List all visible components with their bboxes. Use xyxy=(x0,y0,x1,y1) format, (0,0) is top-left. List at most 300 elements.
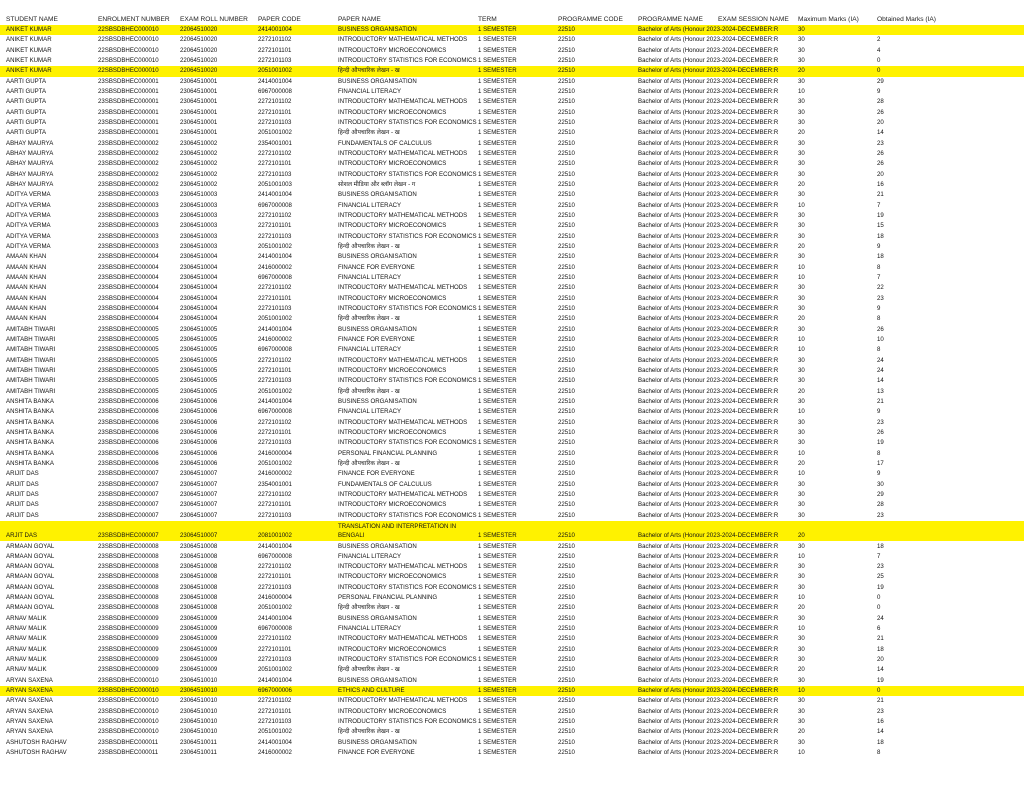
enrolment-number-cell[interactable]: 22SBSDBHEC000010 xyxy=(98,46,159,54)
obtained-marks-cell[interactable]: 25 xyxy=(877,573,884,581)
paper-name-cell[interactable]: BUSINESS ORGANISATION xyxy=(338,26,417,33)
obtained-marks-cell[interactable]: 0 xyxy=(877,56,881,64)
paper-name-cell[interactable]: FUNDAMENTALS OF CALCULUS xyxy=(338,480,432,488)
exam-roll-number-cell[interactable]: 22064510020 xyxy=(180,36,218,44)
paper-name-cell[interactable]: हिन्दी औपचारिक लेखन - ख xyxy=(338,728,400,736)
student-name-cell[interactable]: AMITABH TIWARI xyxy=(6,377,56,385)
paper-name-cell[interactable]: FINANCIAL LITERACY xyxy=(338,552,402,560)
enrolment-number-cell[interactable]: 23SBSDBHEC000009 xyxy=(98,625,159,633)
student-name-cell[interactable]: AARTI GUPTA xyxy=(6,108,47,116)
programme-name-cell[interactable]: Bachelor of Arts (Honour 2023-2024-DECEMBER:R xyxy=(638,490,779,498)
obtained-marks-cell[interactable]: 8 xyxy=(877,749,881,757)
enrolment-number-cell[interactable]: 23SBSDBHEC000007 xyxy=(98,470,159,478)
table-row[interactable] xyxy=(0,66,1024,76)
programme-code-cell[interactable]: 22510 xyxy=(558,718,575,726)
paper-name-cell[interactable]: INTRODUCTORY MICROECONOMICS xyxy=(338,366,447,374)
paper-code-cell[interactable]: 2272101103 xyxy=(258,377,292,385)
programme-code-cell[interactable]: 22510 xyxy=(558,377,575,385)
maximum-marks-cell[interactable]: 30 xyxy=(798,418,805,426)
maximum-marks-cell[interactable]: 20 xyxy=(798,666,805,674)
enrolment-number-cell[interactable]: 23SBSDBHEC000001 xyxy=(98,129,159,137)
exam-roll-number-cell[interactable]: 23064510005 xyxy=(180,356,218,364)
paper-name-cell[interactable]: FINANCIAL LITERACY xyxy=(338,273,402,281)
programme-code-cell[interactable]: 22510 xyxy=(558,160,575,168)
term-cell[interactable]: 1 SEMESTER xyxy=(478,635,517,643)
programme-name-cell[interactable]: Bachelor of Arts (Honour 2023-2024-DECEMBER:R xyxy=(638,77,779,85)
term-cell[interactable]: 1 SEMESTER xyxy=(478,87,517,95)
term-cell[interactable]: 1 SEMESTER xyxy=(478,428,517,436)
table-row[interactable] xyxy=(0,572,1024,582)
obtained-marks-cell[interactable]: 8 xyxy=(877,449,881,457)
obtained-marks-cell[interactable]: 8 xyxy=(877,263,881,271)
exam-roll-number-cell[interactable]: 23064510008 xyxy=(180,583,218,591)
paper-code-cell[interactable]: 2272101101 xyxy=(258,645,292,653)
header-exam-roll-number[interactable]: EXAM ROLL NUMBER xyxy=(180,16,248,23)
enrolment-number-cell[interactable]: 23SBSDBHEC000002 xyxy=(98,149,159,157)
obtained-marks-cell[interactable]: 9 xyxy=(877,304,881,312)
term-cell[interactable]: 1 SEMESTER xyxy=(478,67,517,75)
paper-code-cell[interactable]: 2272101103 xyxy=(258,439,292,447)
term-cell[interactable]: 1 SEMESTER xyxy=(478,232,517,240)
paper-name-cell[interactable]: INTRODUCTORY MATHEMATICAL METHODS xyxy=(338,563,468,571)
programme-name-cell[interactable]: Bachelor of Arts (Honour 2023-2024-DECEMBER:R xyxy=(638,191,779,199)
enrolment-number-cell[interactable]: 23SBSDBHEC000003 xyxy=(98,232,159,240)
header-paper-code[interactable]: PAPER CODE xyxy=(258,16,301,23)
programme-name-cell[interactable]: Bachelor of Arts (Honour 2023-2024-DECEMBER:R xyxy=(638,139,779,147)
student-name-cell[interactable]: ADITYA VERMA xyxy=(6,242,51,250)
programme-name-cell[interactable]: Bachelor of Arts (Honour 2023-2024-DECEMBER:R xyxy=(638,418,779,426)
paper-name-cell[interactable]: INTRODUCTORY STATISTICS FOR ECONOMICS xyxy=(338,583,477,591)
table-row[interactable] xyxy=(0,480,1024,490)
exam-roll-number-cell[interactable]: 23064510005 xyxy=(180,377,218,385)
paper-name-cell[interactable]: INTRODUCTORY STATISTICS FOR ECONOMICS xyxy=(338,511,477,519)
term-cell[interactable]: 1 SEMESTER xyxy=(478,439,517,447)
programme-code-cell[interactable]: 22510 xyxy=(558,356,575,364)
paper-code-cell[interactable]: 2416000004 xyxy=(258,594,292,602)
student-name-cell[interactable]: ARJIT DAS xyxy=(6,532,38,540)
programme-code-cell[interactable]: 22510 xyxy=(558,656,575,664)
obtained-marks-cell[interactable]: 26 xyxy=(877,108,884,116)
paper-code-cell[interactable]: 2272101101 xyxy=(258,222,292,230)
enrolment-number-cell[interactable]: 23SBSDBHEC000002 xyxy=(98,170,159,178)
paper-code-cell[interactable]: 2272101102 xyxy=(258,36,292,44)
paper-name-cell[interactable]: हिन्दी औपचारिक लेखन - ख xyxy=(338,387,400,395)
enrolment-number-cell[interactable]: 23SBSDBHEC000005 xyxy=(98,325,159,333)
programme-code-cell[interactable]: 22510 xyxy=(558,418,575,426)
header-paper-name[interactable]: PAPER NAME xyxy=(338,16,381,23)
exam-roll-number-cell[interactable]: 23064510007 xyxy=(180,501,218,509)
paper-name-cell[interactable]: INTRODUCTORY MICROECONOMICS xyxy=(338,222,447,230)
paper-name-cell[interactable]: TRANSLATION AND INTERPRETATION IN BENGALI xyxy=(338,522,457,540)
programme-code-cell[interactable]: 22510 xyxy=(558,77,575,85)
student-name-cell[interactable]: AMAAN KHAN xyxy=(6,273,47,281)
paper-name-cell[interactable]: INTRODUCTORY MICROECONOMICS xyxy=(338,294,447,302)
table-row[interactable] xyxy=(0,696,1024,706)
paper-code-cell[interactable]: 2272101103 xyxy=(258,511,292,519)
student-name-cell[interactable]: ANIKET KUMAR xyxy=(6,56,52,64)
paper-name-cell[interactable]: INTRODUCTORY STATISTICS FOR ECONOMICS xyxy=(338,118,477,126)
exam-roll-number-cell[interactable]: 23064510004 xyxy=(180,253,218,261)
table-row[interactable] xyxy=(0,118,1024,128)
enrolment-number-cell[interactable]: 23SBSDBHEC000005 xyxy=(98,377,159,385)
maximum-marks-cell[interactable]: 10 xyxy=(798,449,805,457)
obtained-marks-cell[interactable]: 0 xyxy=(877,67,881,75)
programme-name-cell[interactable]: Bachelor of Arts (Honour 2023-2024-DECEMBER:R xyxy=(638,222,779,230)
programme-code-cell[interactable]: 22510 xyxy=(558,749,575,757)
exam-roll-number-cell[interactable]: 22064510020 xyxy=(180,67,218,75)
programme-name-cell[interactable]: Bachelor of Arts (Honour 2023-2024-DECEMBER:R xyxy=(638,470,779,478)
maximum-marks-cell[interactable]: 30 xyxy=(798,676,805,684)
programme-name-cell[interactable]: Bachelor of Arts (Honour 2023-2024-DECEMBER:R xyxy=(638,149,779,157)
maximum-marks-cell[interactable]: 30 xyxy=(798,707,805,715)
programme-code-cell[interactable]: 22510 xyxy=(558,67,575,75)
programme-name-cell[interactable]: Bachelor of Arts (Honour 2023-2024-DECEMBER:R xyxy=(638,552,779,560)
table-row[interactable] xyxy=(0,221,1024,231)
obtained-marks-cell[interactable]: 14 xyxy=(877,666,884,674)
programme-code-cell[interactable]: 22510 xyxy=(558,625,575,633)
programme-name-cell[interactable]: Bachelor of Arts (Honour 2023-2024-DECEMBER:R xyxy=(638,294,779,302)
enrolment-number-cell[interactable]: 23SBSDBHEC000004 xyxy=(98,284,159,292)
header-maximum-marks[interactable]: Maximum Marks (IA) xyxy=(798,16,859,23)
paper-name-cell[interactable]: INTRODUCTORY STATISTICS FOR ECONOMICS xyxy=(338,439,477,447)
obtained-marks-cell[interactable]: 4 xyxy=(877,46,881,54)
maximum-marks-cell[interactable]: 30 xyxy=(798,377,805,385)
term-cell[interactable]: 1 SEMESTER xyxy=(478,501,517,509)
table-row[interactable] xyxy=(0,263,1024,273)
paper-code-cell[interactable]: 2414001004 xyxy=(258,26,292,33)
table-row[interactable] xyxy=(0,645,1024,655)
obtained-marks-cell[interactable]: 19 xyxy=(877,676,884,684)
paper-code-cell[interactable]: 2272101103 xyxy=(258,656,292,664)
exam-roll-number-cell[interactable]: 23064510005 xyxy=(180,335,218,343)
exam-roll-number-cell[interactable]: 23064510004 xyxy=(180,273,218,281)
programme-code-cell[interactable]: 22510 xyxy=(558,490,575,498)
table-row[interactable] xyxy=(0,325,1024,335)
programme-code-cell[interactable]: 22510 xyxy=(558,346,575,354)
programme-name-cell[interactable]: Bachelor of Arts (Honour 2023-2024-DECEMBER:R xyxy=(638,563,779,571)
term-cell[interactable]: 1 SEMESTER xyxy=(478,56,517,64)
table-row[interactable] xyxy=(0,180,1024,190)
paper-code-cell[interactable]: 2051001002 xyxy=(258,315,292,323)
table-row[interactable] xyxy=(0,366,1024,376)
programme-name-cell[interactable]: Bachelor of Arts (Honour 2023-2024-DECEMBER:R xyxy=(638,129,779,137)
obtained-marks-cell[interactable]: 9 xyxy=(877,87,881,95)
obtained-marks-cell[interactable]: 21 xyxy=(877,191,884,199)
paper-code-cell[interactable]: 2414001004 xyxy=(258,397,292,405)
enrolment-number-cell[interactable]: 23SBSDBHEC000007 xyxy=(98,480,159,488)
programme-name-cell[interactable]: Bachelor of Arts (Honour 2023-2024-DECEMBER:R xyxy=(638,459,779,467)
programme-name-cell[interactable]: Bachelor of Arts (Honour 2023-2024-DECEMBER:R xyxy=(638,36,779,44)
paper-name-cell[interactable]: हिन्दी औपचारिक लेखन - ख xyxy=(338,315,400,323)
paper-name-cell[interactable]: BUSINESS ORGANISATION xyxy=(338,542,417,550)
paper-name-cell[interactable]: BUSINESS ORGANISATION xyxy=(338,738,417,746)
table-row[interactable] xyxy=(0,252,1024,262)
enrolment-number-cell[interactable]: 23SBSDBHEC000006 xyxy=(98,418,159,426)
maximum-marks-cell[interactable]: 10 xyxy=(798,346,805,354)
paper-name-cell[interactable]: हिन्दी औपचारिक लेखन - ख xyxy=(338,129,400,137)
programme-name-cell[interactable]: Bachelor of Arts (Honour 2023-2024-DECEMBER:R xyxy=(638,87,779,95)
paper-code-cell[interactable]: 2051001002 xyxy=(258,604,292,612)
enrolment-number-cell[interactable]: 23SBSDBHEC000007 xyxy=(98,511,159,519)
paper-code-cell[interactable]: 2272101101 xyxy=(258,46,292,54)
programme-name-cell[interactable]: Bachelor of Arts (Honour 2023-2024-DECEMBER:R xyxy=(638,56,779,64)
exam-roll-number-cell[interactable]: 22064510020 xyxy=(180,46,218,54)
table-row[interactable] xyxy=(0,356,1024,366)
paper-code-cell[interactable]: 2272101101 xyxy=(258,108,292,116)
paper-code-cell[interactable]: 2416000002 xyxy=(258,263,292,271)
obtained-marks-cell[interactable]: 17 xyxy=(877,459,884,467)
obtained-marks-cell[interactable]: 18 xyxy=(877,232,884,240)
enrolment-number-cell[interactable]: 23SBSDBHEC000008 xyxy=(98,563,159,571)
exam-roll-number-cell[interactable]: 23064510001 xyxy=(180,87,218,95)
paper-name-cell[interactable]: BUSINESS ORGANISATION xyxy=(338,397,417,405)
term-cell[interactable]: 1 SEMESTER xyxy=(478,408,517,416)
maximum-marks-cell[interactable]: 30 xyxy=(798,583,805,591)
programme-code-cell[interactable]: 22510 xyxy=(558,511,575,519)
obtained-marks-cell[interactable] xyxy=(877,25,917,35)
header-student-name[interactable]: STUDENT NAME xyxy=(6,16,58,23)
student-name-cell[interactable]: ANIKET KUMAR xyxy=(6,26,52,33)
maximum-marks-cell[interactable]: 10 xyxy=(798,552,805,560)
table-row[interactable] xyxy=(0,583,1024,593)
obtained-marks-cell[interactable]: 9 xyxy=(877,408,881,416)
paper-code-cell[interactable]: 2272101103 xyxy=(258,232,292,240)
student-name-cell[interactable]: ARIJIT DAS xyxy=(6,511,39,519)
programme-name-cell[interactable]: Bachelor of Arts (Honour 2023-2024-DECEMBER:R xyxy=(638,170,779,178)
programme-name-cell[interactable]: Bachelor of Arts (Honour 2023-2024-DECEMBER:R xyxy=(638,160,779,168)
paper-name-cell[interactable]: FINANCIAL LITERACY xyxy=(338,408,402,416)
enrolment-number-cell[interactable]: 23SBSDBHEC000005 xyxy=(98,356,159,364)
paper-name-cell[interactable]: INTRODUCTORY STATISTICS FOR ECONOMICS xyxy=(338,232,477,240)
maximum-marks-cell[interactable]: 30 xyxy=(798,366,805,374)
programme-code-cell[interactable]: 22510 xyxy=(558,294,575,302)
maximum-marks-cell[interactable]: 20 xyxy=(798,387,805,395)
paper-code-cell[interactable]: 6967000008 xyxy=(258,408,292,416)
paper-name-cell[interactable]: INTRODUCTORY MICROECONOMICS xyxy=(338,501,447,509)
obtained-marks-cell[interactable]: 21 xyxy=(877,635,884,643)
maximum-marks-cell[interactable]: 30 xyxy=(798,294,805,302)
exam-roll-number-cell[interactable]: 22064510020 xyxy=(180,26,218,33)
programme-name-cell[interactable]: Bachelor of Arts (Honour 2023-2024-DECEMBER:R xyxy=(638,449,779,457)
term-cell[interactable]: 1 SEMESTER xyxy=(478,211,517,219)
maximum-marks-cell[interactable]: 30 xyxy=(798,211,805,219)
maximum-marks-cell[interactable]: 30 xyxy=(798,656,805,664)
enrolment-number-cell[interactable]: 23SBSDBHEC000009 xyxy=(98,666,159,674)
paper-code-cell[interactable]: 2051001002 xyxy=(258,387,292,395)
term-cell[interactable]: 1 SEMESTER xyxy=(478,573,517,581)
paper-code-cell[interactable]: 2272101101 xyxy=(258,294,292,302)
student-name-cell[interactable]: AMAAN KHAN xyxy=(6,315,47,323)
table-row[interactable] xyxy=(0,717,1024,727)
programme-code-cell[interactable]: 22510 xyxy=(558,304,575,312)
table-row[interactable] xyxy=(0,407,1024,417)
enrolment-number-cell[interactable]: 23SBSDBHEC000004 xyxy=(98,253,159,261)
enrolment-number-cell[interactable]: 23SBSDBHEC000003 xyxy=(98,222,159,230)
maximum-marks-cell[interactable]: 20 xyxy=(798,459,805,467)
programme-code-cell[interactable]: 22510 xyxy=(558,614,575,622)
programme-name-cell[interactable]: Bachelor of Arts (Honour 2023-2024-DECEMBER:R xyxy=(638,356,779,364)
student-name-cell[interactable]: ADITYA VERMA xyxy=(6,201,51,209)
programme-code-cell[interactable]: 22510 xyxy=(558,563,575,571)
programme-name-cell[interactable]: Bachelor of Arts (Honour 2023-2024-DECEMBER:R xyxy=(638,118,779,126)
maximum-marks-cell[interactable]: 10 xyxy=(798,625,805,633)
table-row[interactable] xyxy=(0,283,1024,293)
maximum-marks-cell[interactable]: 10 xyxy=(798,470,805,478)
exam-roll-number-cell[interactable]: 23064510003 xyxy=(180,191,218,199)
paper-code-cell[interactable]: 2416000002 xyxy=(258,470,292,478)
programme-name-cell[interactable]: Bachelor of Arts (Honour 2023-2024-DECEMBER:R xyxy=(638,511,779,519)
term-cell[interactable]: 1 SEMESTER xyxy=(478,470,517,478)
maximum-marks-cell[interactable]: 10 xyxy=(798,273,805,281)
exam-roll-number-cell[interactable]: 23064510010 xyxy=(180,707,218,715)
enrolment-number-cell[interactable]: 23SBSDBHEC000004 xyxy=(98,304,159,312)
programme-code-cell[interactable]: 22510 xyxy=(558,459,575,467)
table-row[interactable] xyxy=(0,634,1024,644)
programme-name-cell[interactable]: Bachelor of Arts (Honour 2023-2024-DECEMBER:R xyxy=(638,211,779,219)
obtained-marks-cell[interactable]: 9 xyxy=(877,470,881,478)
table-row[interactable] xyxy=(0,35,1024,45)
paper-name-cell[interactable]: BUSINESS ORGANISATION xyxy=(338,191,417,199)
enrolment-number-cell[interactable]: 23SBSDBHEC000001 xyxy=(98,87,159,95)
obtained-marks-cell[interactable]: 13 xyxy=(877,387,884,395)
programme-name-cell[interactable]: Bachelor of Arts (Honour 2023-2024-DECEMBER:R xyxy=(638,625,779,633)
term-cell[interactable]: 1 SEMESTER xyxy=(478,594,517,602)
paper-name-cell[interactable]: FINANCE FOR EVERYONE xyxy=(338,335,415,343)
programme-code-cell[interactable]: 22510 xyxy=(558,242,575,250)
enrolment-number-cell[interactable]: 22SBSDBHEC000010 xyxy=(98,67,159,75)
paper-code-cell[interactable]: 2272101103 xyxy=(258,118,292,126)
table-row[interactable] xyxy=(0,304,1024,314)
enrolment-number-cell[interactable]: 23SBSDBHEC000004 xyxy=(98,263,159,271)
enrolment-number-cell[interactable]: 23SBSDBHEC000001 xyxy=(98,118,159,126)
obtained-marks-cell[interactable]: 21 xyxy=(877,697,884,705)
programme-name-cell[interactable]: Bachelor of Arts (Honour 2023-2024-DECEMBER:R xyxy=(638,532,779,540)
programme-name-cell[interactable]: Bachelor of Arts (Honour 2023-2024-DECEMBER:R xyxy=(638,408,779,416)
obtained-marks-cell[interactable]: 0 xyxy=(877,687,881,695)
maximum-marks-cell[interactable]: 30 xyxy=(798,46,805,54)
programme-name-cell[interactable]: Bachelor of Arts (Honour 2023-2024-DECEMBER:R xyxy=(638,656,779,664)
paper-code-cell[interactable]: 2051001002 xyxy=(258,459,292,467)
student-name-cell[interactable]: AMAAN KHAN xyxy=(6,294,47,302)
student-name-cell[interactable]: ANSHITA BANKA xyxy=(6,418,54,426)
student-name-cell[interactable]: ABHAY MAURYA xyxy=(6,160,54,168)
obtained-marks-cell[interactable]: 21 xyxy=(877,397,884,405)
enrolment-number-cell[interactable]: 23SBSDBHEC000008 xyxy=(98,583,159,591)
exam-roll-number-cell[interactable]: 23064510007 xyxy=(180,511,218,519)
maximum-marks-cell[interactable]: 30 xyxy=(798,614,805,622)
header-enrolment-number[interactable]: ENROLMENT NUMBER xyxy=(98,16,170,23)
paper-code-cell[interactable]: 6967000008 xyxy=(258,87,292,95)
exam-roll-number-cell[interactable]: 23064510002 xyxy=(180,139,218,147)
exam-roll-number-cell[interactable]: 23064510004 xyxy=(180,304,218,312)
exam-roll-number-cell[interactable]: 23064510003 xyxy=(180,201,218,209)
enrolment-number-cell[interactable]: 23SBSDBHEC000006 xyxy=(98,439,159,447)
student-name-cell[interactable]: AARTI GUPTA xyxy=(6,77,47,85)
programme-code-cell[interactable]: 22510 xyxy=(558,118,575,126)
student-name-cell[interactable]: AMITABH TIWARI xyxy=(6,356,56,364)
paper-name-cell[interactable]: INTRODUCTORY STATISTICS FOR ECONOMICS xyxy=(338,718,477,726)
term-cell[interactable]: 1 SEMESTER xyxy=(478,645,517,653)
table-row[interactable] xyxy=(0,170,1024,180)
table-row[interactable] xyxy=(0,190,1024,200)
term-cell[interactable]: 1 SEMESTER xyxy=(478,294,517,302)
maximum-marks-cell[interactable]: 20 xyxy=(798,604,805,612)
paper-code-cell[interactable]: 2272101102 xyxy=(258,356,292,364)
obtained-marks-cell[interactable]: 29 xyxy=(877,77,884,85)
table-row[interactable] xyxy=(0,449,1024,459)
programme-code-cell[interactable]: 22510 xyxy=(558,604,575,612)
programme-name-cell[interactable]: Bachelor of Arts (Honour 2023-2024-DECEMBER:R xyxy=(638,501,779,509)
paper-code-cell[interactable]: 6967000006 xyxy=(258,687,292,695)
maximum-marks-cell[interactable]: 30 xyxy=(798,232,805,240)
table-row[interactable] xyxy=(0,727,1024,737)
maximum-marks-cell[interactable]: 30 xyxy=(798,490,805,498)
programme-name-cell[interactable]: Bachelor of Arts (Honour 2023-2024-DECEMBER:R xyxy=(638,315,779,323)
paper-code-cell[interactable]: 2414001004 xyxy=(258,77,292,85)
enrolment-number-cell[interactable]: 23SBSDBHEC000010 xyxy=(98,707,159,715)
paper-code-cell[interactable]: 2272101101 xyxy=(258,707,292,715)
programme-name-cell[interactable]: Bachelor of Arts (Honour 2023-2024-DECEMBER:R xyxy=(638,480,779,488)
term-cell[interactable]: 1 SEMESTER xyxy=(478,542,517,550)
programme-code-cell[interactable]: 22510 xyxy=(558,191,575,199)
programme-code-cell[interactable]: 22510 xyxy=(558,687,575,695)
obtained-marks-cell[interactable]: 28 xyxy=(877,501,884,509)
paper-code-cell[interactable]: 2081001002 xyxy=(258,532,292,540)
maximum-marks-cell[interactable]: 30 xyxy=(798,304,805,312)
maximum-marks-cell[interactable]: 30 xyxy=(798,149,805,157)
paper-name-cell[interactable]: INTRODUCTORY MATHEMATICAL METHODS xyxy=(338,211,468,219)
table-row[interactable] xyxy=(0,418,1024,428)
exam-roll-number-cell[interactable]: 23064510004 xyxy=(180,315,218,323)
obtained-marks-cell[interactable]: 9 xyxy=(877,242,881,250)
maximum-marks-cell[interactable]: 30 xyxy=(798,697,805,705)
paper-name-cell[interactable]: FINANCE FOR EVERYONE xyxy=(338,470,415,478)
programme-code-cell[interactable]: 22510 xyxy=(558,676,575,684)
paper-name-cell[interactable]: INTRODUCTORY STATISTICS FOR ECONOMICS xyxy=(338,656,477,664)
enrolment-number-cell[interactable]: 23SBSDBHEC000010 xyxy=(98,687,159,695)
obtained-marks-cell[interactable]: 7 xyxy=(877,201,881,209)
programme-code-cell[interactable]: 22510 xyxy=(558,470,575,478)
term-cell[interactable]: 1 SEMESTER xyxy=(478,222,517,230)
enrolment-number-cell[interactable]: 22SBSDBHEC000010 xyxy=(98,56,159,64)
obtained-marks-cell[interactable]: 23 xyxy=(877,511,884,519)
obtained-marks-cell[interactable]: 20 xyxy=(877,656,884,664)
student-name-cell[interactable]: ABHAY MAURYA xyxy=(6,170,54,178)
exam-roll-number-cell[interactable]: 23064510005 xyxy=(180,346,218,354)
maximum-marks-cell[interactable]: 10 xyxy=(798,263,805,271)
term-cell[interactable]: 1 SEMESTER xyxy=(478,449,517,457)
enrolment-number-cell[interactable]: 23SBSDBHEC000001 xyxy=(98,98,159,106)
programme-code-cell[interactable]: 22510 xyxy=(558,253,575,261)
paper-name-cell[interactable]: INTRODUCTORY MICROECONOMICS xyxy=(338,707,447,715)
exam-roll-number-cell[interactable]: 23064510009 xyxy=(180,614,218,622)
enrolment-number-cell[interactable]: 23SBSDBHEC000006 xyxy=(98,449,159,457)
programme-name-cell[interactable]: Bachelor of Arts (Honour 2023-2024-DECEMBER:R xyxy=(638,542,779,550)
paper-name-cell[interactable]: INTRODUCTORY MATHEMATICAL METHODS xyxy=(338,149,468,157)
student-name-cell[interactable]: ARNAV MALIK xyxy=(6,656,47,664)
exam-roll-number-cell[interactable]: 23064510008 xyxy=(180,604,218,612)
programme-name-cell[interactable]: Bachelor of Arts (Honour 2023-2024-DECEMBER:R xyxy=(638,335,779,343)
exam-roll-number-cell[interactable]: 23064510003 xyxy=(180,211,218,219)
enrolment-number-cell[interactable]: 23SBSDBHEC000010 xyxy=(98,718,159,726)
student-name-cell[interactable]: AMAAN KHAN xyxy=(6,304,47,312)
exam-roll-number-cell[interactable]: 23064510008 xyxy=(180,573,218,581)
maximum-marks-cell[interactable]: 30 xyxy=(798,77,805,85)
programme-code-cell[interactable]: 22510 xyxy=(558,170,575,178)
table-row[interactable] xyxy=(0,665,1024,675)
programme-code-cell[interactable]: 22510 xyxy=(558,697,575,705)
programme-name-cell[interactable]: Bachelor of Arts (Honour 2023-2024-DECEMBER:R xyxy=(638,428,779,436)
